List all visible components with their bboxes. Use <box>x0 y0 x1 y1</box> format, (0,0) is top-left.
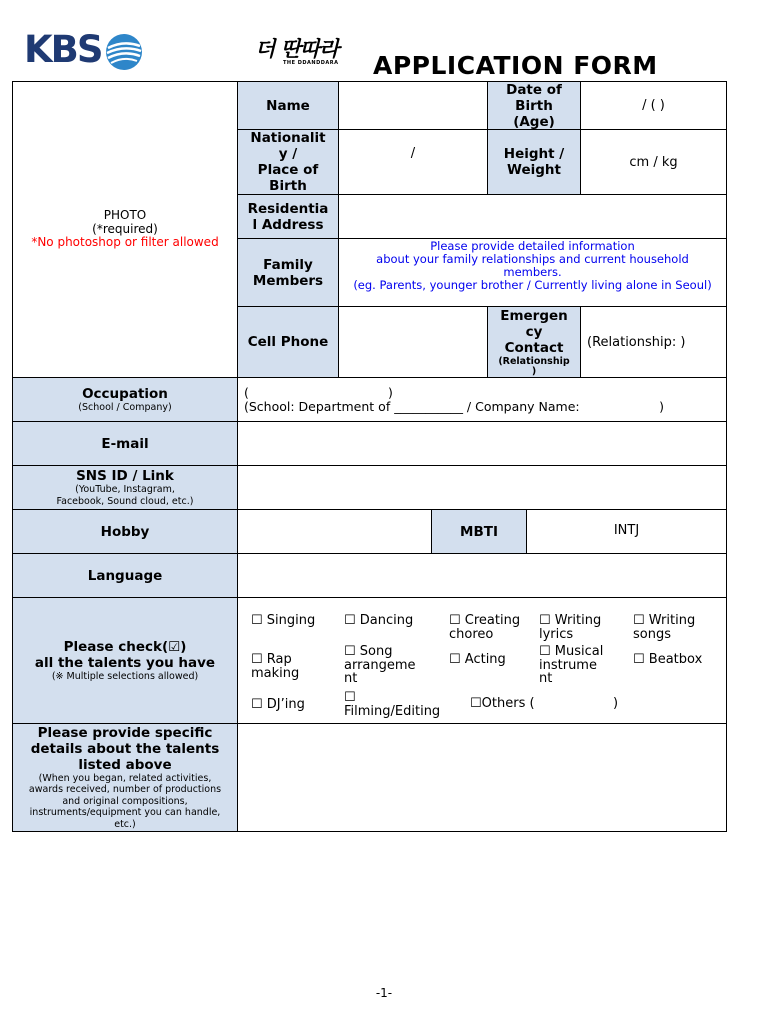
cell-phone-field[interactable] <box>338 306 488 378</box>
sns-field[interactable] <box>237 465 727 510</box>
email-label: E-mail <box>12 421 238 466</box>
emergency-contact-value: (Relationship: ) <box>587 334 686 350</box>
photo-label: PHOTO <box>103 208 147 223</box>
occupation-label: Occupation (School / Company) <box>12 377 238 422</box>
height-weight-label: Height / Weight <box>487 129 581 195</box>
address-field[interactable] <box>338 194 727 239</box>
emergency-contact-label: Emergen cy Contact (Relationship ) <box>487 306 581 378</box>
hobby-field[interactable] <box>237 509 432 554</box>
emergency-contact-field[interactable] <box>580 306 727 378</box>
show-logo-title: 더 딴따라 <box>255 37 339 61</box>
email-field[interactable] <box>237 421 727 466</box>
checkbox-rap-making[interactable]: ☐ Rap making <box>251 652 300 681</box>
checkbox-singing[interactable]: ☐ Singing <box>251 613 316 628</box>
nationality-label: Nationalit y / Place of Birth <box>237 129 339 195</box>
talent-details-field[interactable] <box>237 723 727 832</box>
occupation-field[interactable] <box>237 377 727 422</box>
show-logo-subtitle: THE DDANDDARA <box>283 60 339 66</box>
mbti-label: MBTI <box>431 509 527 554</box>
photo-required: (*required) <box>92 221 158 236</box>
language-field[interactable] <box>237 553 727 598</box>
checkbox-writing-lyrics[interactable]: ☐ Writing lyrics <box>539 613 602 642</box>
checkbox-writing-songs[interactable]: ☐ Writing songs <box>633 613 696 642</box>
checkbox-song-arrangement[interactable]: ☐ Song arrangeme nt <box>344 644 416 686</box>
checkbox-acting[interactable]: ☐ Acting <box>449 652 506 667</box>
page-title: APPLICATION FORM <box>373 51 658 80</box>
photo-note: *No photoshop or filter allowed <box>31 235 219 250</box>
kbs-globe-icon <box>104 32 144 72</box>
checkbox-beatbox[interactable]: ☐ Beatbox <box>633 652 703 667</box>
name-label: Name <box>237 81 339 130</box>
mbti-value: INTJ <box>613 523 640 538</box>
family-hint-1: Please provide detailed information <box>430 239 635 253</box>
page-number: -1- <box>375 986 393 1000</box>
mbti-field[interactable] <box>526 509 727 554</box>
kbs-logo-text: KBS <box>24 28 102 71</box>
family-hint-4: (eg. Parents, younger brother / Currently living alone in Seoul) <box>353 278 712 292</box>
dob-field[interactable] <box>580 81 727 130</box>
photo-box[interactable] <box>12 81 238 378</box>
dob-label: Date of Birth (Age) <box>487 81 581 130</box>
kbs-logo <box>24 30 149 70</box>
talents-label: Please check(☑) all the talents you have (※ Multiple selections allowed) <box>12 597 238 724</box>
family-label: Family Members <box>237 238 339 307</box>
talent-details-label: Please provide specific details about the talents listed above (When you began, related activities, awards received, number of productions and original compositions, instruments/equipment you can handle, etc.) <box>12 723 238 832</box>
address-label: Residentia l Address <box>237 194 339 239</box>
dob-value: / ( ) <box>642 98 665 113</box>
sns-label: SNS ID / Link (YouTube, Instagram, Facebook, Sound cloud, etc.) <box>12 465 238 510</box>
checkbox-filming-editing[interactable]: ☐ Filming/Editing <box>344 690 441 719</box>
show-logo <box>255 38 363 72</box>
checkbox-dancing[interactable]: ☐ Dancing <box>344 613 414 628</box>
family-hint-2: about your family relationships and current household <box>376 252 689 266</box>
name-field[interactable] <box>338 81 488 130</box>
checkbox-djing[interactable]: ☐ DJ’ing <box>251 697 305 712</box>
checkbox-musical-instrument[interactable]: ☐ Musical instrume nt <box>539 644 604 686</box>
height-weight-field[interactable] <box>580 129 727 195</box>
occupation-line-1: ( ) <box>244 384 393 400</box>
checkbox-creating-choreo[interactable]: ☐ Creating choreo <box>449 613 521 642</box>
nationality-field[interactable] <box>338 129 488 195</box>
checkbox-others[interactable]: ☐Others ( ) <box>470 696 619 711</box>
family-hint-3: members. <box>503 265 562 279</box>
occupation-line-2: (School: Department of ___________ / Company Name: ) <box>244 398 664 414</box>
cell-phone-label: Cell Phone <box>237 306 339 378</box>
language-label: Language <box>12 553 238 598</box>
nationality-value: / <box>410 146 416 161</box>
hobby-label: Hobby <box>12 509 238 554</box>
height-weight-value: cm / kg <box>629 154 678 170</box>
family-field[interactable] <box>338 238 727 307</box>
